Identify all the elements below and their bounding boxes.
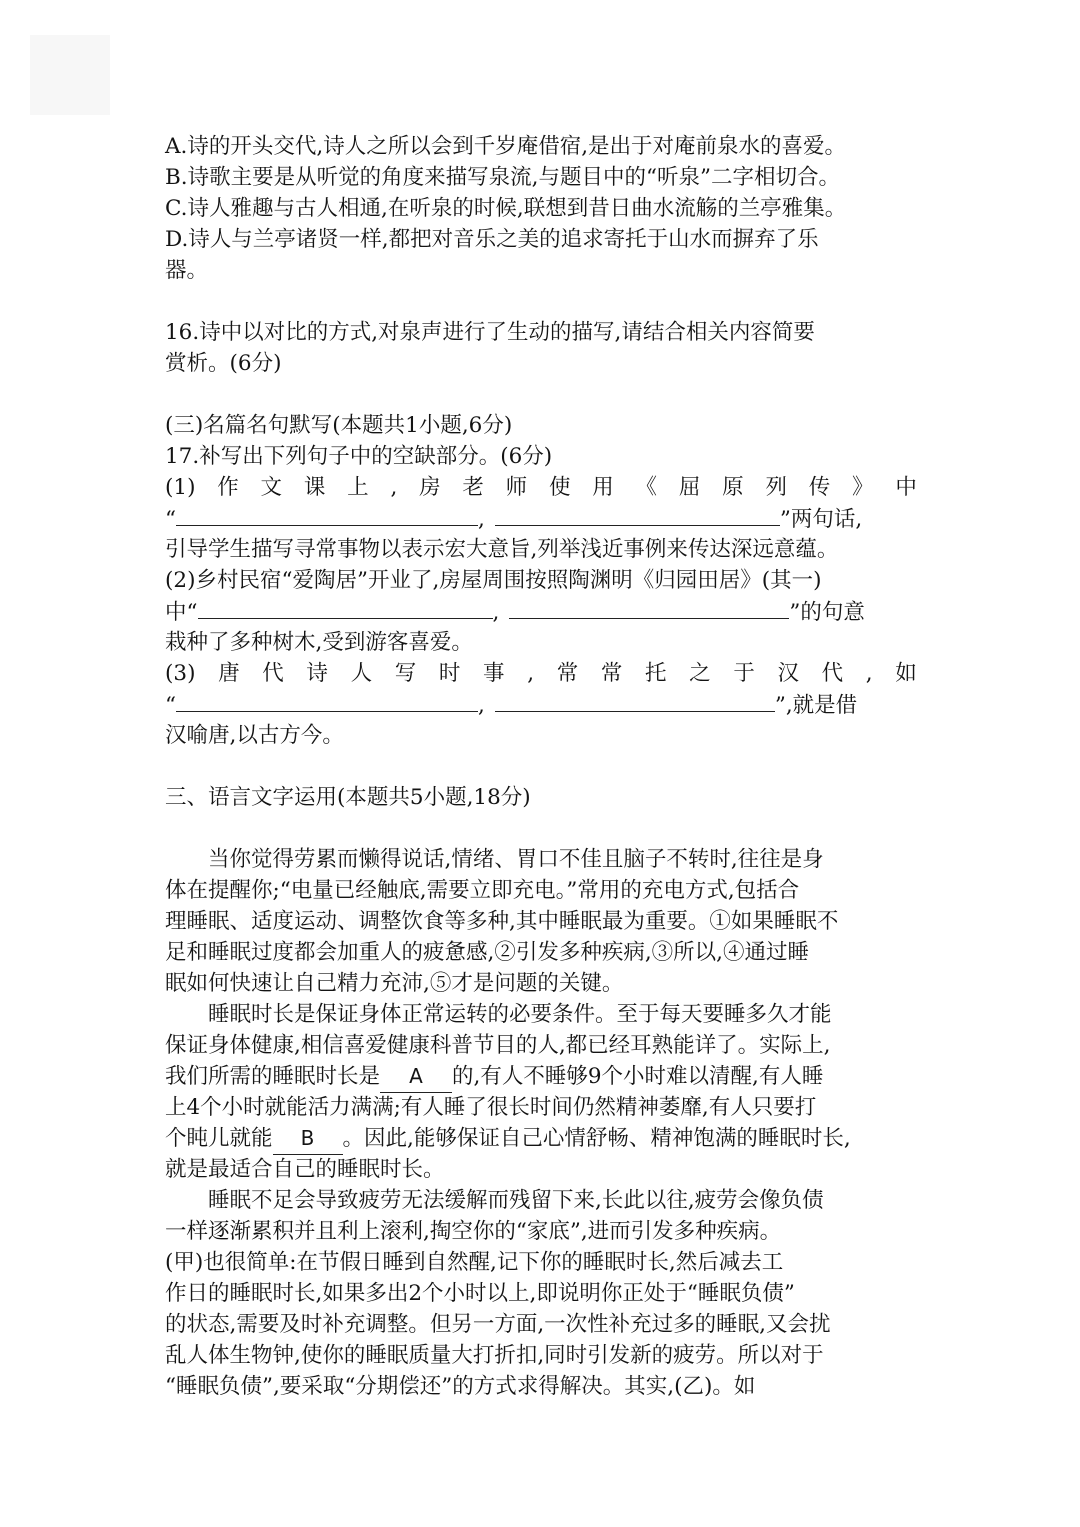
passage-p1-line-2: 体在提醒你;“电量已经触底,需要立即充电。”常用的充电方式,包括合 xyxy=(165,878,800,903)
choice-options xyxy=(165,131,917,286)
passage-p1-line-1: 当你觉得劳累而懒得说话,情绪、胃口不佳且脑子不转时,往往是身 xyxy=(208,847,824,872)
question-17 xyxy=(165,441,917,751)
option-d: D.诗人与兰亭诸贤一样,都把对音乐之美的追求寄托于山水而摒弃了乐 xyxy=(165,227,819,252)
fill-blank-3a[interactable] xyxy=(176,689,478,712)
passage-p3-line-5: 的状态,需要及时补充调整。但另一方面,一次性补充过多的睡眠,又会扰 xyxy=(165,1312,831,1337)
blank-a[interactable]: A xyxy=(380,1061,452,1093)
fill-blank-1a[interactable] xyxy=(176,503,478,526)
q17-1-line-1: (1) 作 文 课 上 , 房 老 师 使 用 《 屈 原 列 传 》 中 xyxy=(165,475,917,500)
passage-p2-line-5: 个盹儿就能 B 。因此,能够保证自己心情舒畅、精神饱满的睡眠时长, xyxy=(165,1123,917,1154)
passage-p2-line-4: 上4个小时就能活力满满;有人睡了很长时间仍然精神萎靡,有人只要打 xyxy=(165,1095,817,1120)
q17-1-line-3: 引导学生描写寻常事物以表示宏大意旨,列举浅近事例来传达深远意蕴。 xyxy=(165,537,839,562)
q17-1-line-2: “ , ”两句话, xyxy=(165,503,917,534)
part-3-heading: 三、语言文字运用(本题共5小题,18分) xyxy=(165,785,531,810)
passage-p1-line-5: 眠如何快速让自己精力充沛,⑤才是问题的关键。 xyxy=(165,971,624,996)
reading-passage xyxy=(165,844,917,1402)
passage-p2-line-6: 就是最适合自己的睡眠时长。 xyxy=(165,1157,445,1182)
passage-p3-line-6: 乱人体生物钟,使你的睡眠质量大打折扣,同时引发新的疲劳。所以对于 xyxy=(165,1343,824,1368)
q17-3-line-3: 汉喻唐,以古方今。 xyxy=(165,723,344,748)
option-c: C.诗人雅趣与古人相通,在听泉的时候,联想到昔日曲水流觞的兰亭雅集。 xyxy=(165,196,847,221)
passage-p3-line-1: 睡眠不足会导致疲劳无法缓解而残留下来,长此以往,疲劳会像负债 xyxy=(208,1188,824,1213)
q17-2-line-1: (2)乡村民宿“爱陶居”开业了,房屋周围按照陶渊明《归园田居》(其一) xyxy=(165,568,822,593)
section-3-heading: (三)名篇名句默写(本题共1小题,6分) xyxy=(165,413,513,438)
q17-2-line-2: 中“ , ”的句意 xyxy=(165,596,917,627)
scan-shadow xyxy=(30,35,110,115)
q16-line-2: 赏析。(6分) xyxy=(165,351,282,376)
q16-line-1: 16.诗中以对比的方式,对泉声进行了生动的描写,请结合相关内容简要 xyxy=(165,320,815,345)
passage-p3-line-3: (甲)也很简单:在节假日睡到自然醒,记下你的睡眠时长,然后减去工 xyxy=(165,1250,784,1275)
passage-p2-line-3: 我们所需的睡眠时长是 A 的,有人不睡够9个小时难以清醒,有人睡 xyxy=(165,1061,917,1092)
blank-b[interactable]: B xyxy=(273,1123,343,1155)
fill-blank-3b[interactable] xyxy=(495,689,775,712)
q17-3-line-2: “ , ”,就是借 xyxy=(165,689,917,720)
option-a: A.诗的开头交代,诗人之所以会到千岁庵借宿,是出于对庵前泉水的喜爱。 xyxy=(165,134,847,159)
fill-blank-1b[interactable] xyxy=(495,503,780,526)
q17-3-line-1: (3) 唐 代 诗 人 写 时 事 , 常 常 托 之 于 汉 代 , 如 xyxy=(165,661,917,686)
q17-title: 17.补写出下列句子中的空缺部分。(6分) xyxy=(165,444,553,469)
question-16 xyxy=(165,317,917,379)
option-d-cont: 器。 xyxy=(165,258,209,283)
option-b: B.诗歌主要是从听觉的角度来描写泉流,与题目中的“听泉”二字相切合。 xyxy=(165,165,840,190)
passage-p3-line-2: 一样逐渐累积并且利上滚利,掏空你的“家底”,进而引发多种疾病。 xyxy=(165,1219,782,1244)
passage-p3-line-7: “睡眠负债”,要采取“分期偿还”的方式求得解决。其实,(乙)。如 xyxy=(165,1374,756,1399)
fill-blank-2a[interactable] xyxy=(198,596,493,619)
exam-page xyxy=(165,131,917,1402)
passage-p2-line-2: 保证身体健康,相信喜爱健康科普节目的人,都已经耳熟能详了。实际上, xyxy=(165,1033,831,1058)
passage-p1-line-3: 理睡眠、适度运动、调整饮食等多种,其中睡眠最为重要。①如果睡眠不 xyxy=(165,909,839,934)
q17-2-line-3: 栽种了多种树木,受到游客喜爱。 xyxy=(165,630,473,655)
passage-p3-line-4: 作日的睡眠时长,如果多出2个小时以上,即说明你正处于“睡眠负债” xyxy=(165,1281,795,1306)
passage-p1-line-4: 足和睡眠过度都会加重人的疲惫感,②引发多种疾病,③所以,④通过睡 xyxy=(165,940,810,965)
passage-p2-line-1: 睡眠时长是保证身体正常运转的必要条件。至于每天要睡多久才能 xyxy=(208,1002,832,1027)
fill-blank-2b[interactable] xyxy=(509,596,789,619)
